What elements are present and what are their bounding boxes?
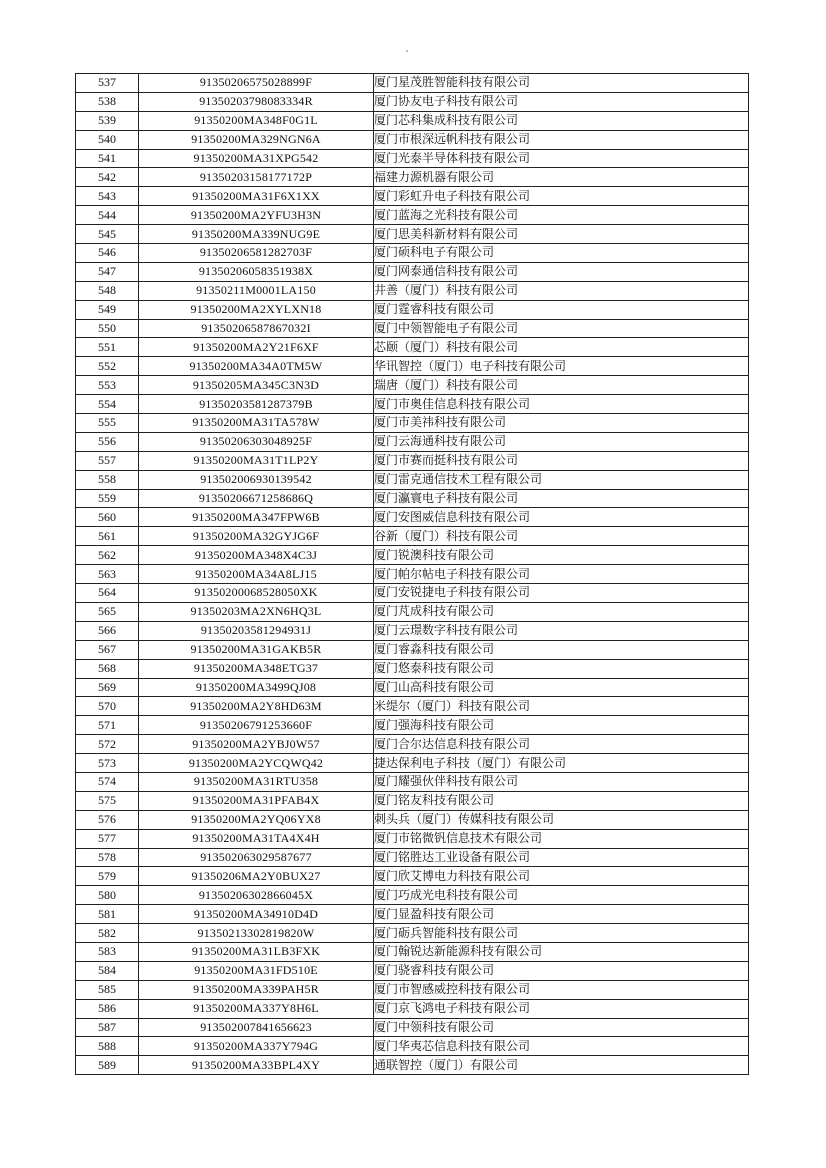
credit-code: 91350200MA2Y8HD63M [139,697,374,716]
company-name: 厦门铭胜达工业设备有限公司 [374,848,749,867]
credit-code: 91350200MA3499QJ08 [139,678,374,697]
row-number: 586 [76,999,139,1018]
company-name: 福建力源机器有限公司 [374,168,749,187]
credit-code: 91350200MA31RTU358 [139,772,374,791]
credit-code: 91350200MA348ETG37 [139,659,374,678]
table-row [76,187,749,206]
row-number: 567 [76,640,139,659]
table-row [76,338,749,357]
table-row [76,149,749,168]
credit-code: 91350200MA348F0G1L [139,111,374,130]
company-name: 厦门瀛寰电子科技有限公司 [374,489,749,508]
credit-code: 91350200MA2YBJ0W57 [139,735,374,754]
company-name: 井善（厦门）科技有限公司 [374,281,749,300]
row-number: 557 [76,451,139,470]
table-row [76,508,749,527]
company-name: 厦门光泰半导体科技有限公司 [374,149,749,168]
row-number: 577 [76,829,139,848]
credit-code: 91350206302958767​7 [139,848,374,867]
company-name: 瑞唐（厦门）科技有限公司 [374,376,749,395]
company-name: 厦门市铭微钒信息技术有限公司 [374,829,749,848]
company-name: 厦门铭友科技有限公司 [374,791,749,810]
row-number: 581 [76,905,139,924]
credit-code: 91350200MA31FD510E [139,961,374,980]
table-row [76,602,749,621]
row-number: 550 [76,319,139,338]
row-number: 573 [76,754,139,773]
company-name: 厦门市智感威控科技有限公司 [374,980,749,999]
company-name: 厦门显盈科技有限公司 [374,905,749,924]
credit-code: 91350200MA31F6X1XX [139,187,374,206]
company-name: 芯颐（厦门）科技有限公司 [374,338,749,357]
company-name: 厦门帕尔帖电子科技有限公司 [374,565,749,584]
table-row [76,848,749,867]
credit-code: 91350203581294931J [139,621,374,640]
company-name: 厦门星茂胜智能科技有限公司 [374,74,749,93]
company-name: 厦门京飞鸿电子科技有限公司 [374,999,749,1018]
table-row [76,262,749,281]
row-number: 576 [76,810,139,829]
company-name: 厦门巧成光电科技有限公司 [374,886,749,905]
table-row [76,697,749,716]
company-name: 华讯智控（厦门）电子科技有限公司 [374,357,749,376]
table-row [76,357,749,376]
credit-code: 91350200MA34910D4D [139,905,374,924]
row-number: 575 [76,791,139,810]
credit-code: 91350200MA2YCQWQ42 [139,754,374,773]
company-name: 厦门骁睿科技有限公司 [374,961,749,980]
row-number: 582 [76,924,139,943]
credit-code: 91350206671258686Q [139,489,374,508]
table-row [76,565,749,584]
row-number: 558 [76,470,139,489]
row-number: 556 [76,432,139,451]
credit-code: 91350213302819820W [139,924,374,943]
company-name: 通联智控（厦门）有限公司 [374,1056,749,1075]
company-name: 厦门市美祎科技有限公司 [374,414,749,433]
credit-code: 91350200MA34A8LJ15 [139,565,374,584]
table-row [76,754,749,773]
row-number: 549 [76,300,139,319]
row-number: 565 [76,602,139,621]
credit-code: 91350200MA31XPG542 [139,149,374,168]
row-number: 589 [76,1056,139,1075]
credit-code: 91350200MA2Y21F6XF [139,338,374,357]
table-row [76,319,749,338]
table-row [76,300,749,319]
row-number: 537 [76,74,139,93]
company-name: 厦门耀强伙伴科技有限公司 [374,772,749,791]
company-name: 厦门云璟数字科技有限公司 [374,621,749,640]
table-row [76,414,749,433]
page-mark [406,50,408,52]
table-row [76,489,749,508]
company-table [75,73,749,1075]
credit-code: 91350211M0001LA150 [139,281,374,300]
table-row [76,206,749,225]
company-name: 厦门安锐捷电子科技有限公司 [374,584,749,603]
table-row [76,999,749,1018]
table-row [76,376,749,395]
row-number: 562 [76,546,139,565]
table-row [76,584,749,603]
row-number: 587 [76,1018,139,1037]
credit-code: 91350206581282703F [139,244,374,263]
company-name: 厦门霆睿科技有限公司 [374,300,749,319]
table-row [76,130,749,149]
credit-code: 91350203581287379B [139,395,374,414]
company-name: 厦门网泰通信科技有限公司 [374,262,749,281]
table-row [76,92,749,111]
table-row [76,980,749,999]
row-number: 548 [76,281,139,300]
company-name: 厦门芯科集成科技有限公司 [374,111,749,130]
row-number: 563 [76,565,139,584]
credit-code: 91350200MA337Y8H6L [139,999,374,1018]
table-body [76,74,749,1075]
table-row [76,621,749,640]
company-name: 厦门锐澳科技有限公司 [374,546,749,565]
credit-code: 91350200MA329NGN6A [139,130,374,149]
row-number: 554 [76,395,139,414]
company-name: 厦门蓝海之光科技有限公司 [374,206,749,225]
table-row [76,810,749,829]
table-row [76,111,749,130]
company-name: 米缇尔（厦门）科技有限公司 [374,697,749,716]
row-number: 584 [76,961,139,980]
credit-code: 91350200MA348X4C3J [139,546,374,565]
row-number: 566 [76,621,139,640]
row-number: 561 [76,527,139,546]
table-row [76,886,749,905]
credit-code: 91350200MA2XYLXN18 [139,300,374,319]
credit-code: 91350200MA33BPL4XY [139,1056,374,1075]
credit-code: 91350200MA34A0TM5W [139,357,374,376]
table-row [76,961,749,980]
company-name: 厦门市奥佳信息科技有限公司 [374,395,749,414]
row-number: 574 [76,772,139,791]
credit-code: 91350206302866045X [139,886,374,905]
row-number: 588 [76,1037,139,1056]
table-row [76,791,749,810]
table-row [76,735,749,754]
credit-code: 91350206575028899F [139,74,374,93]
table-row [76,829,749,848]
row-number: 570 [76,697,139,716]
table-row [76,1037,749,1056]
credit-code: 91350200MA31PFAB4X [139,791,374,810]
credit-code: 91350205MA345C3N3D [139,376,374,395]
company-name: 厦门砺兵智能科技有限公司 [374,924,749,943]
company-name: 捷达保利电子科技（厦门）有限公司 [374,754,749,773]
credit-code: 91350200MA31T1LP2Y [139,451,374,470]
table-row [76,1056,749,1075]
row-number: 555 [76,414,139,433]
row-number: 559 [76,489,139,508]
credit-code: 91350200MA347FPW6B [139,508,374,527]
row-number: 583 [76,942,139,961]
credit-code: 91350206058351938X [139,262,374,281]
table-row [76,640,749,659]
table-row [76,678,749,697]
table-row [76,942,749,961]
row-number: 585 [76,980,139,999]
credit-code: 91350200MA31TA578W [139,414,374,433]
company-name: 厦门悠泰科技有限公司 [374,659,749,678]
table-row [76,772,749,791]
row-number: 579 [76,867,139,886]
company-name: 刺头兵（厦门）传媒科技有限公司 [374,810,749,829]
table-row [76,905,749,924]
row-number: 571 [76,716,139,735]
credit-code: 91350206303048925F [139,432,374,451]
credit-code: 91350200068528050XK [139,584,374,603]
credit-code: 91350200784165662​3 [139,1018,374,1037]
row-number: 552 [76,357,139,376]
row-number: 543 [76,187,139,206]
table-row [76,432,749,451]
table-row [76,659,749,678]
row-number: 540 [76,130,139,149]
row-number: 568 [76,659,139,678]
credit-code: 91350200MA339NUG9E [139,225,374,244]
credit-code: 91350200693013954​2 [139,470,374,489]
company-name: 厦门芃成科技有限公司 [374,602,749,621]
company-name: 厦门市根深远帆科技有限公司 [374,130,749,149]
company-name: 厦门安图威信息科技有限公司 [374,508,749,527]
row-number: 541 [76,149,139,168]
company-name: 厦门市赛而挺科技有限公司 [374,451,749,470]
company-name: 厦门云海通科技有限公司 [374,432,749,451]
table-row [76,1018,749,1037]
company-name: 厦门雷克通信技术工程有限公司 [374,470,749,489]
company-name: 厦门合尔达信息科技有限公司 [374,735,749,754]
credit-code: 91350200MA339PAH5R [139,980,374,999]
credit-code: 91350200MA337Y794G [139,1037,374,1056]
row-number: 569 [76,678,139,697]
table-row [76,168,749,187]
table-row [76,395,749,414]
row-number: 542 [76,168,139,187]
company-name: 厦门睿淼科技有限公司 [374,640,749,659]
row-number: 544 [76,206,139,225]
row-number: 578 [76,848,139,867]
credit-code: 91350206587867032I [139,319,374,338]
company-name: 厦门山高科技有限公司 [374,678,749,697]
company-name: 厦门协友电子科技有限公司 [374,92,749,111]
row-number: 545 [76,225,139,244]
company-name: 厦门中领智能电子有限公司 [374,319,749,338]
credit-code: 91350200MA2YFU3H3N [139,206,374,225]
credit-code: 91350200MA31GAKB5R [139,640,374,659]
credit-code: 91350200MA31TA4X4H [139,829,374,848]
company-name: 厦门强海科技有限公司 [374,716,749,735]
table-row [76,924,749,943]
table-row [76,74,749,93]
table-row [76,470,749,489]
row-number: 551 [76,338,139,357]
credit-code: 91350203MA2XN6HQ3L [139,602,374,621]
credit-code: 91350200MA2YQ06YX8 [139,810,374,829]
company-name: 厦门硕科电子有限公司 [374,244,749,263]
table-row [76,281,749,300]
table-row [76,527,749,546]
credit-code: 91350200MA31LB3FXK [139,942,374,961]
table-row [76,546,749,565]
credit-code: 91350206MA2Y0BUX27 [139,867,374,886]
company-name: 厦门彩虹升电子科技有限公司 [374,187,749,206]
credit-code: 91350206791253660F [139,716,374,735]
credit-code: 91350203798083334R [139,92,374,111]
row-number: 580 [76,886,139,905]
credit-code: 91350200MA32GYJG6F [139,527,374,546]
company-name: 厦门翰锐达新能源科技有限公司 [374,942,749,961]
credit-code: 91350203158177172P [139,168,374,187]
company-name: 厦门欣艾博电力科技有限公司 [374,867,749,886]
row-number: 547 [76,262,139,281]
table-row [76,244,749,263]
company-name: 厦门中领科技有限公司 [374,1018,749,1037]
row-number: 564 [76,584,139,603]
row-number: 539 [76,111,139,130]
row-number: 572 [76,735,139,754]
table-row [76,867,749,886]
company-name: 厦门华夷芯信息科技有限公司 [374,1037,749,1056]
row-number: 538 [76,92,139,111]
row-number: 560 [76,508,139,527]
row-number: 553 [76,376,139,395]
table-row [76,225,749,244]
table-row [76,716,749,735]
company-name: 谷新（厦门）科技有限公司 [374,527,749,546]
table-row [76,451,749,470]
row-number: 546 [76,244,139,263]
company-name: 厦门思美科新材料有限公司 [374,225,749,244]
